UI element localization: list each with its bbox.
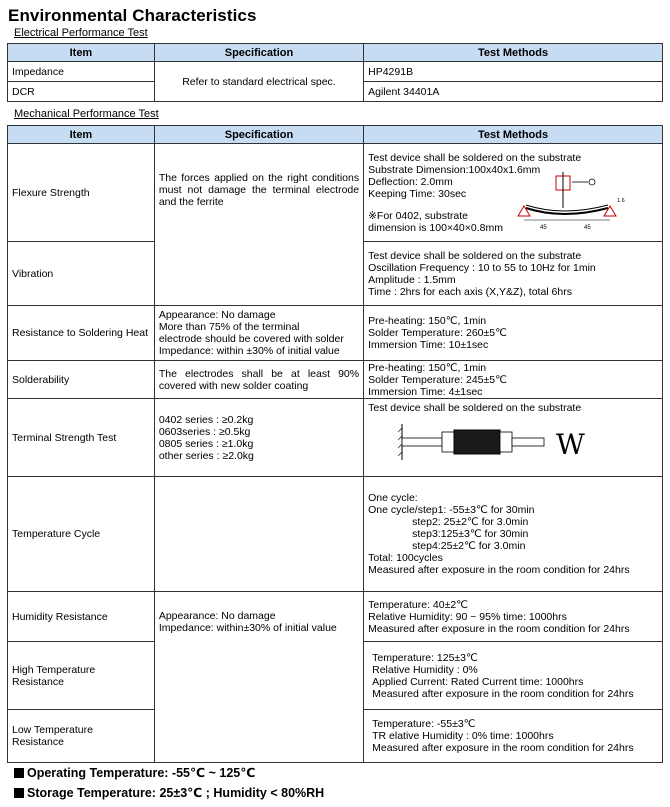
bullet-square-icon xyxy=(14,768,24,778)
header-item: Item xyxy=(8,44,155,62)
method-cell: Temperature: -55±3℃ TR elative Humidity : 0% time: 1000hrs Measured after exposure in the room condition for 24hrs xyxy=(364,710,663,763)
header-specification: Specification xyxy=(154,44,363,62)
method-cell: Pre-heating: 150℃, 1min Solder Temperature: 260±5℃ Immersion Time: 10±1sec xyxy=(364,306,663,361)
load-label: W xyxy=(556,428,585,461)
operating-temperature-note xyxy=(14,765,255,780)
table-row xyxy=(8,592,663,642)
terminal-strength-diagram xyxy=(398,416,598,466)
method-line: One cycle: xyxy=(368,492,418,504)
dim-label: 45 xyxy=(540,225,547,231)
header-specification: Specification xyxy=(154,126,363,144)
page-title: Environmental Characteristics xyxy=(8,6,257,25)
table-row xyxy=(8,306,663,361)
table-row xyxy=(8,144,663,242)
flexure-test-diagram xyxy=(516,172,626,232)
spec-cell: The forces applied on the right conditions must not damage the terminal electrode and the ferrite xyxy=(154,144,363,306)
header-test-methods: Test Methods xyxy=(364,44,663,62)
spec-cell xyxy=(154,477,363,592)
item-cell: Humidity Resistance xyxy=(8,592,155,642)
storage-temperature-text: Storage Temperature: 25±3℃ ; Humidity < 80%RH xyxy=(27,786,325,800)
spec-cell: Refer to standard electrical spec. xyxy=(154,62,363,102)
table-row xyxy=(8,62,663,82)
method-line: Measured after exposure in the room condition for 24hrs xyxy=(368,564,630,576)
item-cell: Impedance xyxy=(8,62,155,82)
method-line: Test device shall be soldered on the substrate xyxy=(368,151,582,164)
spec-cell: Appearance: No damage More than 75% of the terminal electrode should be covered with solder Impedance: within ±30% of initial value xyxy=(154,306,363,361)
header-item: Item xyxy=(8,126,155,144)
mechanical-performance-table xyxy=(7,125,663,763)
method-line: Deflection: 2.0mm xyxy=(368,175,453,188)
method-cell: Pre-heating: 150℃, 1min Solder Temperature: 245±5℃ Immersion Time: 4±1sec xyxy=(364,361,663,399)
spec-cell: 0402 series : ≥0.2kg 0603series : ≥0.5kg 0805 series : ≥1.0kg other series : ≥2.0kg xyxy=(154,399,363,477)
method-line: Substrate Dimension:100x40x1.6mm xyxy=(368,163,541,176)
item-cell: Terminal Strength Test xyxy=(8,399,155,477)
table-row xyxy=(8,361,663,399)
electrical-performance-table xyxy=(7,43,663,102)
spec-cell: Appearance: No damage Impedance: within±30% of initial value xyxy=(154,592,363,763)
table-row xyxy=(8,477,663,592)
method-cell: Temperature: 40±2℃ Relative Humidity: 90 ~ 95% time: 1000hrs Measured after exposure in the room condition for 24hrs xyxy=(364,592,663,642)
method-line: Total: 100cycles xyxy=(368,552,443,564)
dim-label: 45 xyxy=(584,225,591,231)
bullet-square-icon xyxy=(14,788,24,798)
item-cell: Resistance to Soldering Heat xyxy=(8,306,155,361)
header-test-methods: Test Methods xyxy=(364,126,663,144)
item-cell: Low Temperature Resistance xyxy=(8,710,155,763)
method-step: step4:25±2℃ for 3.0min xyxy=(412,540,526,552)
item-cell: Solderability xyxy=(8,361,155,399)
method-line: One cycle/step1: -55±3℃ for 30min xyxy=(368,504,535,516)
method-line: Test device shall be soldered on the substrate xyxy=(368,402,582,414)
method-step: step3:125±3℃ for 30min xyxy=(412,528,529,540)
spec-cell: The electrodes shall be at least 90% covered with new solder coating xyxy=(154,361,363,399)
mechanical-section-label: Mechanical Performance Test xyxy=(14,108,159,120)
method-cell xyxy=(364,477,663,592)
item-cell: Vibration xyxy=(8,242,155,306)
method-line: Keeping Time: 30sec xyxy=(368,187,467,200)
item-cell: Temperature Cycle xyxy=(8,477,155,592)
item-cell: DCR xyxy=(8,82,155,102)
method-cell xyxy=(364,399,663,477)
operating-temperature-text: Operating Temperature: -55℃ ~ 125℃ xyxy=(27,766,256,780)
table-header-row xyxy=(8,44,663,62)
method-cell xyxy=(364,144,663,242)
method-cell: HP4291B xyxy=(364,62,663,82)
table-header-row xyxy=(8,126,663,144)
storage-temperature-note xyxy=(14,785,324,800)
electrical-section-label: Electrical Performance Test xyxy=(14,27,148,39)
flexure-note: ※For 0402, substrate dimension is 100×40×0.8mm xyxy=(368,209,503,234)
method-cell: Test device shall be soldered on the substrate Oscillation Frequency : 10 to 55 to 10Hz for 1min Amplitude : 1.5mm Time : 2hrs for each axis (X,Y&Z), total 6hrs xyxy=(364,242,663,306)
thickness-label: 1.6 xyxy=(617,198,625,204)
item-cell: High Temperature Resistance xyxy=(8,642,155,710)
item-cell: Flexure Strength xyxy=(8,144,155,242)
method-step: step2: 25±2℃ for 3.0min xyxy=(412,516,529,528)
method-cell: Agilent 34401A xyxy=(364,82,663,102)
method-cell: Temperature: 125±3℃ Relative Humidity : 0% Applied Current: Rated Current time: 1000hrs Measured after exposure in the room condition for 24hrs xyxy=(364,642,663,710)
table-row xyxy=(8,399,663,477)
